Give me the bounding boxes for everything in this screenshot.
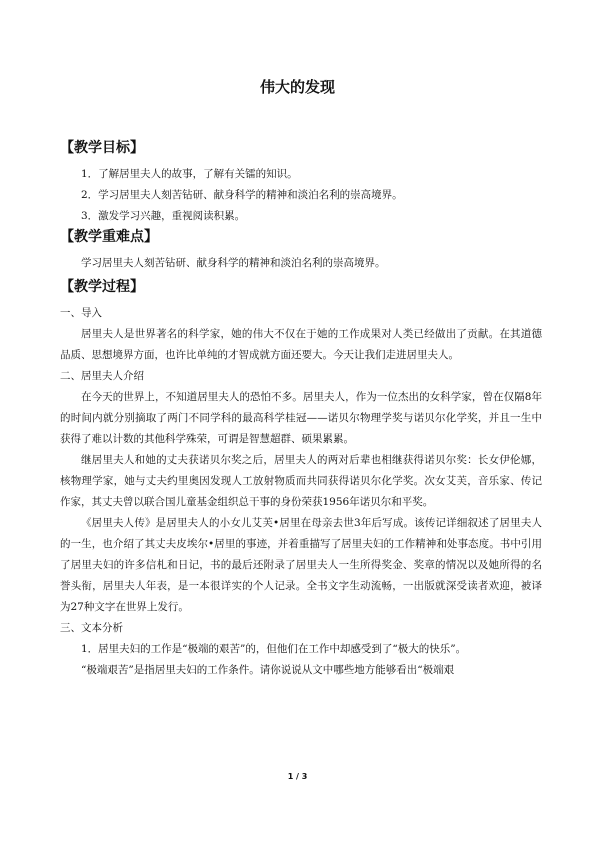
keypoints-heading: 【教学重难点】 <box>60 229 158 245</box>
document-body <box>60 138 542 681</box>
part3-paragraph-2: “极端艰苦”是指居里夫妇的工作条件。请你说说从文中哪些地方能够看出“极端艰 <box>81 664 455 676</box>
part3-paragraph-1: 1．居里夫妇的工作是“极端的艰苦”的，但他们在工作中却感受到了“极大的快乐”。 <box>81 643 467 655</box>
part2-paragraph-2: 继居里夫人和她的丈夫获诺贝尔奖之后，居里夫人的两对后辈也相继获得诺贝尔奖：长女伊伦娜，核物理学家，她与丈夫约里奥因发现人工放射物质而共同获得诺贝尔化学奖。次女艾芙，音乐家、传记作家，其丈夫曾以联合国儿童基金组织总干事的身份荣获1956年诺贝尔和平奖。 <box>60 454 542 508</box>
goal-item-1: 1．了解居里夫人的故事，了解有关镭的知识。 <box>81 168 298 180</box>
part2-paragraph-1: 在今天的世界上，不知道居里夫人的恐怕不多。居里夫人，作为一位杰出的女科学家，曾在仅隔8年的时间内就分别摘取了两门不同学科的最高科学桂冠——诺贝尔物理学奖与诺贝尔化学奖，并且一生中获得了难以计数的其他科学殊荣，可谓是智慧超群、硕果累累。 <box>60 391 542 445</box>
page-number: 1 / 3 <box>287 772 308 781</box>
part1-paragraph: 居里夫人是世界著名的科学家，她的伟大不仅在于她的工作成果对人类已经做出了贡献。在其道德品质、思想境界方面，也许比单纯的才智成就方面还要大。今天让我们走进居里夫人。 <box>60 328 542 361</box>
part3-title: 三、文本分析 <box>60 622 123 634</box>
part1-title: 一、导入 <box>60 307 102 319</box>
goal-item-3: 3．激发学习兴趣，重视阅读积累。 <box>81 210 246 222</box>
part2-paragraph-3: 《居里夫人传》是居里夫人的小女儿艾芙•居里在母亲去世3年后写成。该传记详细叙述了居里夫人的一生，也介绍了其丈夫皮埃尔•居里的事迹，并着重描写了居里夫妇的工作精神和处事态度。书中引用了居里夫妇的许多信札和日记，书的最后还附录了居里夫人一生所得奖金、奖章的情况以及她所得的名誉头衔，居里夫人年表，是一本很详实的个人记录。全书文字生动流畅，一出版就深受读者欢迎，被译为27种文字在世界上发行。 <box>60 517 542 613</box>
goal-item-2: 2．学习居里夫人刻苦钻研、献身科学的精神和淡泊名利的崇高境界。 <box>81 189 403 201</box>
keypoints-text: 学习居里夫人刻苦钻研、献身科学的精神和淡泊名利的崇高境界。 <box>81 257 386 269</box>
process-heading: 【教学过程】 <box>60 279 144 295</box>
part2-title: 二、居里夫人介绍 <box>60 370 144 382</box>
goals-heading: 【教学目标】 <box>60 140 144 156</box>
page-title: 伟大的发现 <box>259 78 335 96</box>
